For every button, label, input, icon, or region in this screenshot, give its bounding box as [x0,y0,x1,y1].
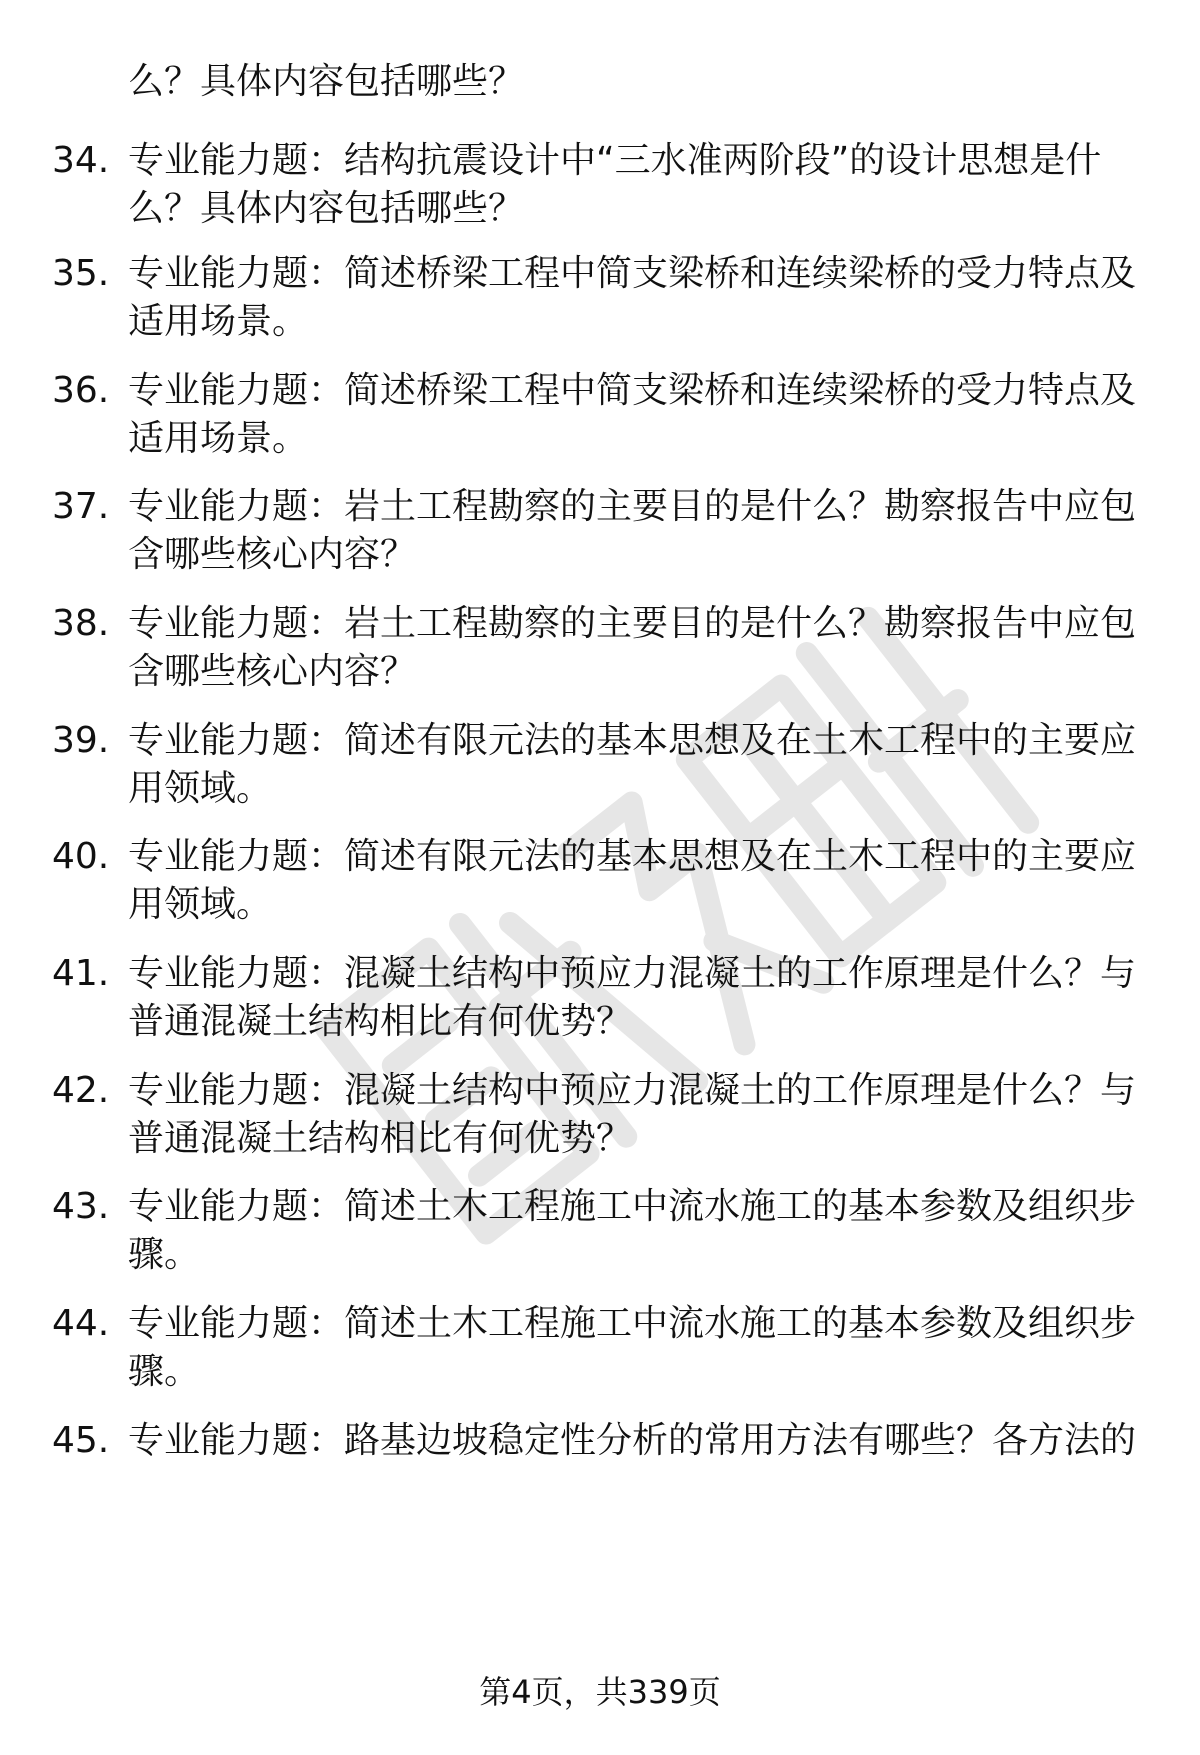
question-line: 么？具体内容包括哪些？ [128,188,525,229]
question-line: 含哪些核心内容？ [128,651,417,692]
question-line: 专业能力题：简述桥梁工程中简支梁桥和连续梁桥的受力特点及 [128,253,1137,294]
question-text [128,1183,1138,1279]
question-line: 含哪些核心内容？ [128,534,417,575]
question-text [128,483,1138,579]
question-number: 34. [52,140,110,181]
question-number: 39. [52,720,110,761]
question-line: 专业能力题：混凝土结构中预应力混凝土的工作原理是什么？与 [128,1070,1137,1111]
question-line: 骤。 [128,1234,201,1275]
question-line: 专业能力题：岩土工程勘察的主要目的是什么？勘察报告中应包 [128,486,1137,527]
question-number: 36. [52,370,110,411]
question-line: 专业能力题：简述桥梁工程中简支梁桥和连续梁桥的受力特点及 [128,370,1137,411]
question-text [128,833,1138,929]
question-line: 适用场景。 [128,301,309,342]
question-number: 42. [52,1070,110,1111]
question-line: 适用场景。 [128,418,309,459]
question-line: 专业能力题：简述土木工程施工中流水施工的基本参数及组织步 [128,1303,1137,1344]
question-text [128,950,1138,1046]
question-line: 用领域。 [128,884,273,925]
question-text [128,137,1138,233]
question-text [128,1417,1138,1465]
question-line: 专业能力题：路基边坡稳定性分析的常用方法有哪些？各方法的 [128,1420,1137,1461]
question-line: 普通混凝土结构相比有何优势？ [128,1001,633,1042]
question-line: 专业能力题：简述有限元法的基本思想及在土木工程中的主要应 [128,720,1137,761]
question-text [128,250,1138,346]
question-text [128,717,1138,813]
question-line: 专业能力题：简述有限元法的基本思想及在土木工程中的主要应 [128,836,1137,877]
question-line: 普通混凝土结构相比有何优势？ [128,1118,633,1159]
question-line: 专业能力题：简述土木工程施工中流水施工的基本参数及组织步 [128,1186,1137,1227]
question-line: 用领域。 [128,768,273,809]
question-number: 38. [52,603,110,644]
question-text [128,600,1138,696]
question-line: 专业能力题：岩土工程勘察的主要目的是什么？勘察报告中应包 [128,603,1137,644]
question-number: 37. [52,486,110,527]
question-text [128,1300,1138,1396]
continued-question-text: 么？具体内容包括哪些？ [128,61,525,102]
question-text [128,1067,1138,1163]
question-number: 41. [52,953,110,994]
question-number: 35. [52,253,110,294]
question-number: 40. [52,836,110,877]
question-text [128,367,1138,463]
question-line: 骤。 [128,1351,201,1392]
question-line: 专业能力题：混凝土结构中预应力混凝土的工作原理是什么？与 [128,953,1137,994]
page-footer: 第4页，共339页 [479,1673,721,1711]
question-line: 专业能力题：结构抗震设计中“三水准两阶段”的设计思想是什 [128,140,1102,181]
question-number: 45. [52,1420,110,1461]
question-number: 44. [52,1303,110,1344]
question-number: 43. [52,1186,110,1227]
